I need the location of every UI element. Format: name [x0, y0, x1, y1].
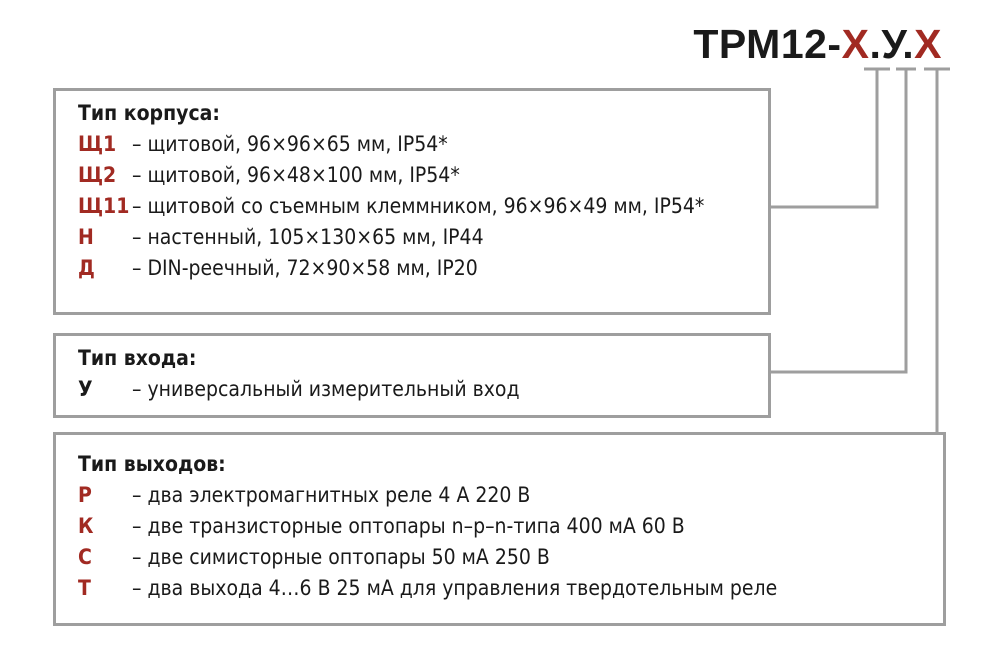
case-code: Н [78, 225, 94, 249]
connector-input [771, 69, 906, 372]
model-prefix: ТРМ12- [693, 21, 842, 67]
list-item [78, 511, 943, 542]
case-description: – щитовой, 96×48×100 мм, IP54* [132, 163, 460, 187]
list-item [78, 129, 768, 160]
list-item [78, 160, 768, 191]
case-type-box [53, 88, 771, 315]
case-description: – щитовой со съемным клеммником, 96×96×49 мм, IP54* [132, 194, 705, 218]
model-separator-2: . [902, 21, 915, 67]
output-description: – две симисторные оптопары 50 мА 250 В [132, 545, 550, 569]
output-code: Т [78, 576, 91, 600]
output-description: – две транзисторные оптопары n–p–n-типа 400 мА 60 В [132, 514, 685, 538]
connector-case [771, 69, 877, 207]
model-code-output: Х [914, 21, 942, 67]
case-code: Щ2 [78, 163, 117, 187]
model-code-input: У [881, 21, 903, 67]
case-type-heading: Тип корпуса: [78, 101, 220, 125]
case-code: Щ1 [78, 132, 117, 156]
list-item [78, 253, 768, 284]
input-type-heading: Тип входа: [78, 346, 197, 370]
output-code: С [78, 545, 92, 569]
list-item [78, 542, 943, 573]
list-item [78, 191, 768, 222]
input-description: – универсальный измерительный вход [132, 377, 520, 401]
case-description: – настенный, 105×130×65 мм, IP44 [132, 225, 484, 249]
output-description: – два электромагнитных реле 4 А 220 В [132, 483, 531, 507]
model-code-case: Х [841, 21, 870, 67]
output-code: К [78, 514, 94, 538]
input-code: У [78, 377, 93, 401]
list-item [78, 480, 943, 511]
output-description: – два выхода 4…6 В 25 мА для управления твердотельным реле [132, 576, 778, 600]
case-description: – щитовой, 96×96×65 мм, IP54* [132, 132, 448, 156]
output-type-heading: Тип выходов: [78, 452, 226, 476]
output-code: Р [78, 483, 92, 507]
output-type-box [53, 432, 946, 626]
list-item [78, 222, 768, 253]
list-item [78, 573, 943, 604]
list-item [78, 374, 768, 405]
input-type-box [53, 333, 771, 418]
case-code: Д [78, 256, 95, 280]
case-description: – DIN-реечный, 72×90×58 мм, IP20 [132, 256, 478, 280]
model-separator-1: . [869, 21, 882, 67]
case-code: Щ11 [78, 194, 130, 218]
